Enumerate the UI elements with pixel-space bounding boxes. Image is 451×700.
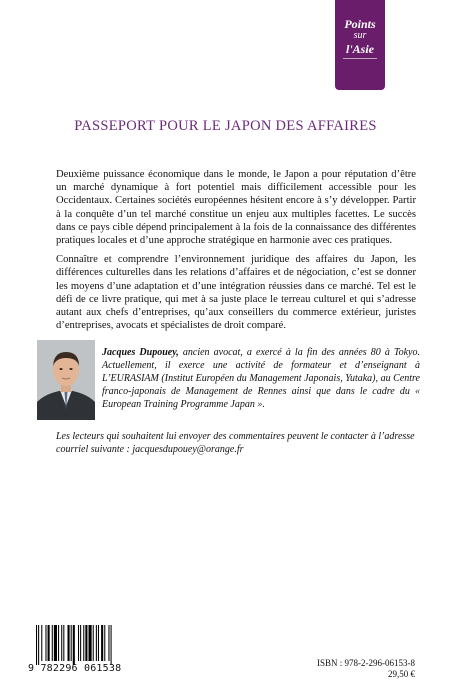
description-paragraph-2: Connaître et comprendre l’environnement juridique des affaires du Japon, les différences culturelles dans les relations d’affaires et de négociation, c’est se donner les moyens d’une adaptation et d’une intégration réussies dans ce marché. Tel est le défi de ce livre pratique, qui met à sa juste place le terreau culturel et qui s’adresse autant aux chefs d’entreprises, qu’aux conseillers du commerce extérieur, juristes d’entreprises, avocats et spécialistes de droit comparé. [56, 254, 416, 332]
barcode-bar [104, 625, 105, 661]
barcode-bar [61, 625, 62, 661]
description-paragraph-1: Deuxième puissance économique dans le monde, le Japon a pour réputation d’être un marché dynamique à fort potentiel mais difficilement accessible pour les Occidentaux. Certaines sociétés européennes hésitent encore à s’y développer. Partir à la conquête d’un tel marché constitue un enjeu aux multiples facettes. Le succès dans ce pays cible dépend principalement à la fois de la connaissance des différentes pratiques locales et d’une approche stratégique en harmonie avec ces pratiques. [56, 169, 416, 247]
barcode-bar [85, 625, 87, 661]
barcode-bar [36, 625, 37, 665]
author-bio [102, 346, 420, 411]
barcode-bar [78, 625, 79, 661]
barcode-bar [38, 625, 39, 665]
barcode-bar [108, 625, 109, 661]
series-logo [335, 0, 385, 90]
barcode-bar [48, 625, 50, 661]
barcode-bar [98, 625, 99, 661]
author-name: Jacques Dupouey, [102, 347, 179, 358]
series-logo-line1: Points [344, 17, 376, 31]
barcode-bar [63, 625, 64, 661]
barcode-bar [71, 625, 72, 661]
barcode-bar [93, 625, 94, 661]
author-photo [37, 340, 95, 420]
barcode-bar [54, 625, 57, 661]
isbn-block [317, 658, 415, 680]
book-title: PASSEPORT POUR LE JAPON DES AFFAIRES [74, 118, 377, 134]
description [56, 168, 416, 338]
series-logo-line2: sur [353, 30, 367, 41]
barcode-bar [111, 625, 112, 665]
barcode-bar [101, 625, 103, 661]
barcode-bar [80, 625, 81, 661]
barcode-bar [96, 625, 97, 661]
series-logo-divider [343, 58, 377, 59]
barcode-bar [83, 625, 84, 661]
barcode-bar [52, 625, 53, 661]
author-bio-text: ancien avocat, a exercé à la fin des années 80 à Tokyo. Actuellement, il exerce une activité de formateur et d’enseignant à L’EURASIAM (Institut Européen du Management Japonais, Yutaka), au Centre franco-japonais de Management de Rennes ainsi que dans le cadre du « European Training Programme Japan ». [102, 347, 421, 410]
barcode-bar [73, 625, 75, 665]
price-label: 29,50 € [388, 669, 415, 679]
series-logo-line3: l'Asie [345, 42, 374, 56]
reader-contact-note: Les lecteurs qui souhaitent lui envoyer des commentaires peuvent le contacter à l’adresse courriel suivante : jacquesdupouey@orange.fr [56, 431, 415, 455]
barcode-bar [45, 625, 46, 661]
barcode-bar [68, 625, 70, 661]
barcode-digits: 9 782296 061538 [28, 663, 122, 674]
barcode-bar [58, 625, 59, 661]
barcode-bar [89, 625, 92, 661]
isbn-label: ISBN : 978-2-296-06153-8 [317, 658, 415, 668]
author-portrait-image [37, 340, 95, 420]
barcode-bar [41, 625, 42, 661]
